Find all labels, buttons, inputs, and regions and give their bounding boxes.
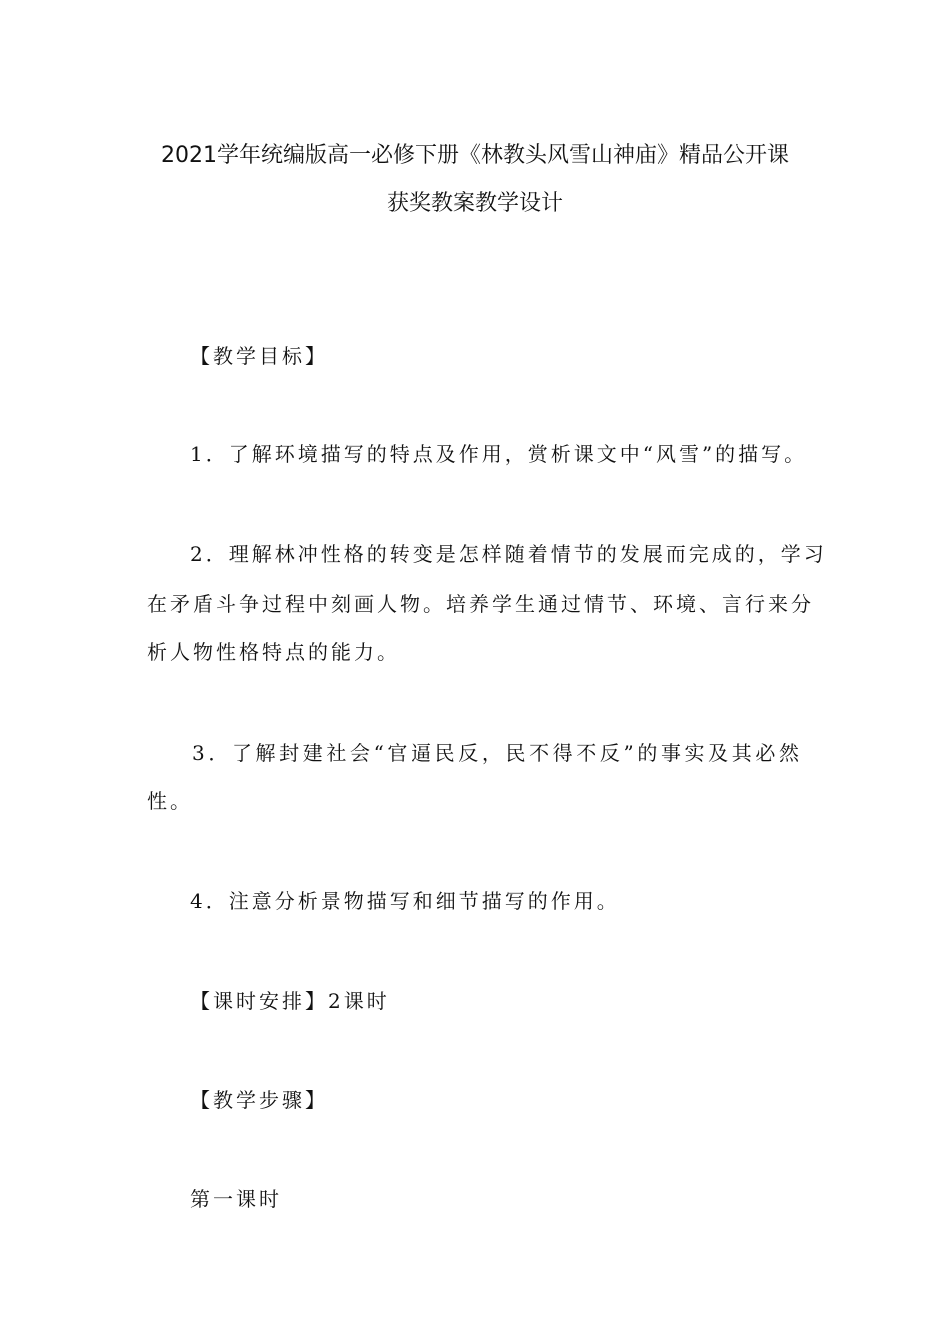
class-schedule: 【课时安排】2课时 — [190, 989, 390, 1013]
lesson-one-label: 第一课时 — [190, 1187, 282, 1211]
document-title-line-2: 获奖教案教学设计 — [386, 191, 563, 216]
objective-2-line-1: 2．理解林冲性格的转变是怎样随着情节的发展而完成的，学习 — [190, 542, 827, 566]
objective-4: 4．注意分析景物描写和细节描写的作用。 — [190, 889, 620, 913]
objective-2-line-2: 在矛盾斗争过程中刻画人物。培养学生通过情节、环境、言行来分 — [147, 592, 814, 616]
objective-1: 1．了解环境描写的特点及作用，赏析课文中“风雪”的描写。 — [190, 442, 808, 466]
document-title-line-1: 2021学年统编版高一必修下册《林教头风雪山神庙》精品公开课 — [161, 143, 789, 168]
objective-3-line-2: 性。 — [147, 789, 193, 813]
heading-teaching-steps: 【教学步骤】 — [190, 1088, 328, 1112]
objective-2-line-3: 析人物性格特点的能力。 — [147, 640, 400, 664]
objective-3-line-1: 3．了解封建社会“官逼民反，民不得不反”的事实及其必然 — [192, 741, 802, 765]
heading-teaching-objectives: 【教学目标】 — [190, 344, 328, 368]
